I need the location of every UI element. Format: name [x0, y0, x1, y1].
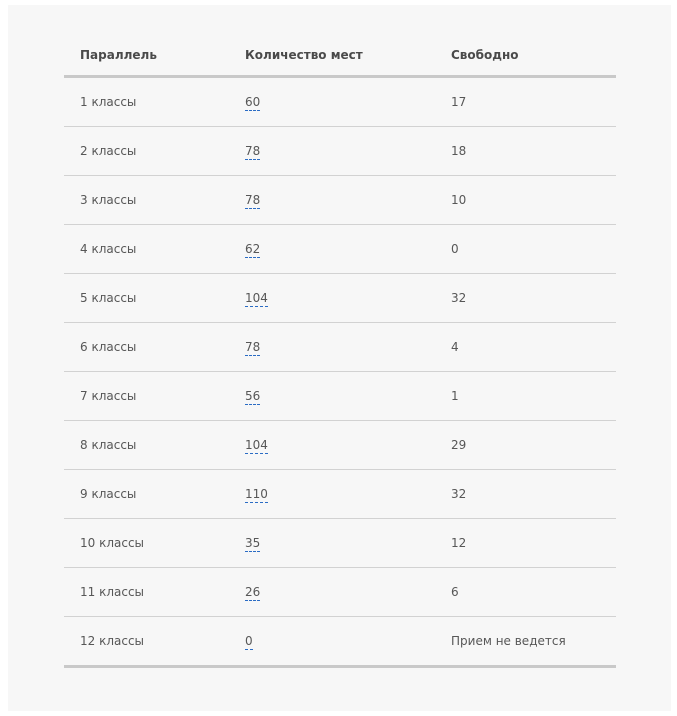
- seats-count-link[interactable]: 78: [245, 193, 261, 207]
- seats-count-link[interactable]: 78: [245, 144, 261, 158]
- cell-parallel: 2 классы: [64, 127, 229, 176]
- cell-parallel: 10 классы: [64, 519, 229, 568]
- cell-free: 0: [435, 225, 616, 274]
- cell-seats: [229, 421, 435, 470]
- cell-seats: [229, 176, 435, 225]
- seats-panel: [8, 5, 671, 711]
- cell-free: 1: [435, 372, 616, 421]
- table-row: [64, 176, 616, 225]
- cell-parallel: 3 классы: [64, 176, 229, 225]
- cell-parallel: 11 классы: [64, 568, 229, 617]
- cell-parallel: 9 классы: [64, 470, 229, 519]
- cell-free: 29: [435, 421, 616, 470]
- table-row: [64, 519, 616, 568]
- seats-count-link[interactable]: 62: [245, 242, 261, 256]
- cell-seats: [229, 225, 435, 274]
- seats-count-link[interactable]: 78: [245, 340, 261, 354]
- cell-seats: [229, 274, 435, 323]
- cell-parallel: 6 классы: [64, 323, 229, 372]
- cell-seats: [229, 77, 435, 127]
- seats-count-link[interactable]: 104: [245, 438, 268, 452]
- cell-seats: [229, 127, 435, 176]
- cell-free: 6: [435, 568, 616, 617]
- table-row: [64, 127, 616, 176]
- cell-free: 17: [435, 77, 616, 127]
- seats-count-link[interactable]: 35: [245, 536, 261, 550]
- seats-count-link[interactable]: 60: [245, 95, 261, 109]
- cell-parallel: 7 классы: [64, 372, 229, 421]
- table-header-row: [64, 34, 616, 77]
- cell-seats: [229, 568, 435, 617]
- table-row: [64, 323, 616, 372]
- header-free: Свободно: [435, 34, 616, 77]
- table-row: [64, 225, 616, 274]
- seats-count-link[interactable]: 26: [245, 585, 261, 599]
- cell-free: 32: [435, 470, 616, 519]
- cell-seats: [229, 519, 435, 568]
- cell-parallel: 5 классы: [64, 274, 229, 323]
- cell-free: 32: [435, 274, 616, 323]
- cell-free: Прием не ведется: [435, 617, 616, 667]
- table-row: [64, 568, 616, 617]
- cell-parallel: 1 классы: [64, 77, 229, 127]
- table-row: [64, 421, 616, 470]
- seats-count-link[interactable]: 0: [245, 634, 253, 648]
- cell-parallel: 4 классы: [64, 225, 229, 274]
- table-row: [64, 274, 616, 323]
- cell-parallel: 8 классы: [64, 421, 229, 470]
- table-row: [64, 470, 616, 519]
- cell-seats: [229, 470, 435, 519]
- cell-seats: [229, 372, 435, 421]
- header-parallel: Параллель: [64, 34, 229, 77]
- seats-table: [64, 34, 616, 668]
- cell-free: 18: [435, 127, 616, 176]
- cell-seats: [229, 617, 435, 667]
- table-row: [64, 372, 616, 421]
- seats-count-link[interactable]: 104: [245, 291, 268, 305]
- cell-parallel: 12 классы: [64, 617, 229, 667]
- seats-count-link[interactable]: 56: [245, 389, 261, 403]
- table-row: [64, 617, 616, 667]
- cell-free: 10: [435, 176, 616, 225]
- header-seats-count: Количество мест: [229, 34, 435, 77]
- cell-seats: [229, 323, 435, 372]
- cell-free: 12: [435, 519, 616, 568]
- cell-free: 4: [435, 323, 616, 372]
- seats-count-link[interactable]: 110: [245, 487, 268, 501]
- table-row: [64, 77, 616, 127]
